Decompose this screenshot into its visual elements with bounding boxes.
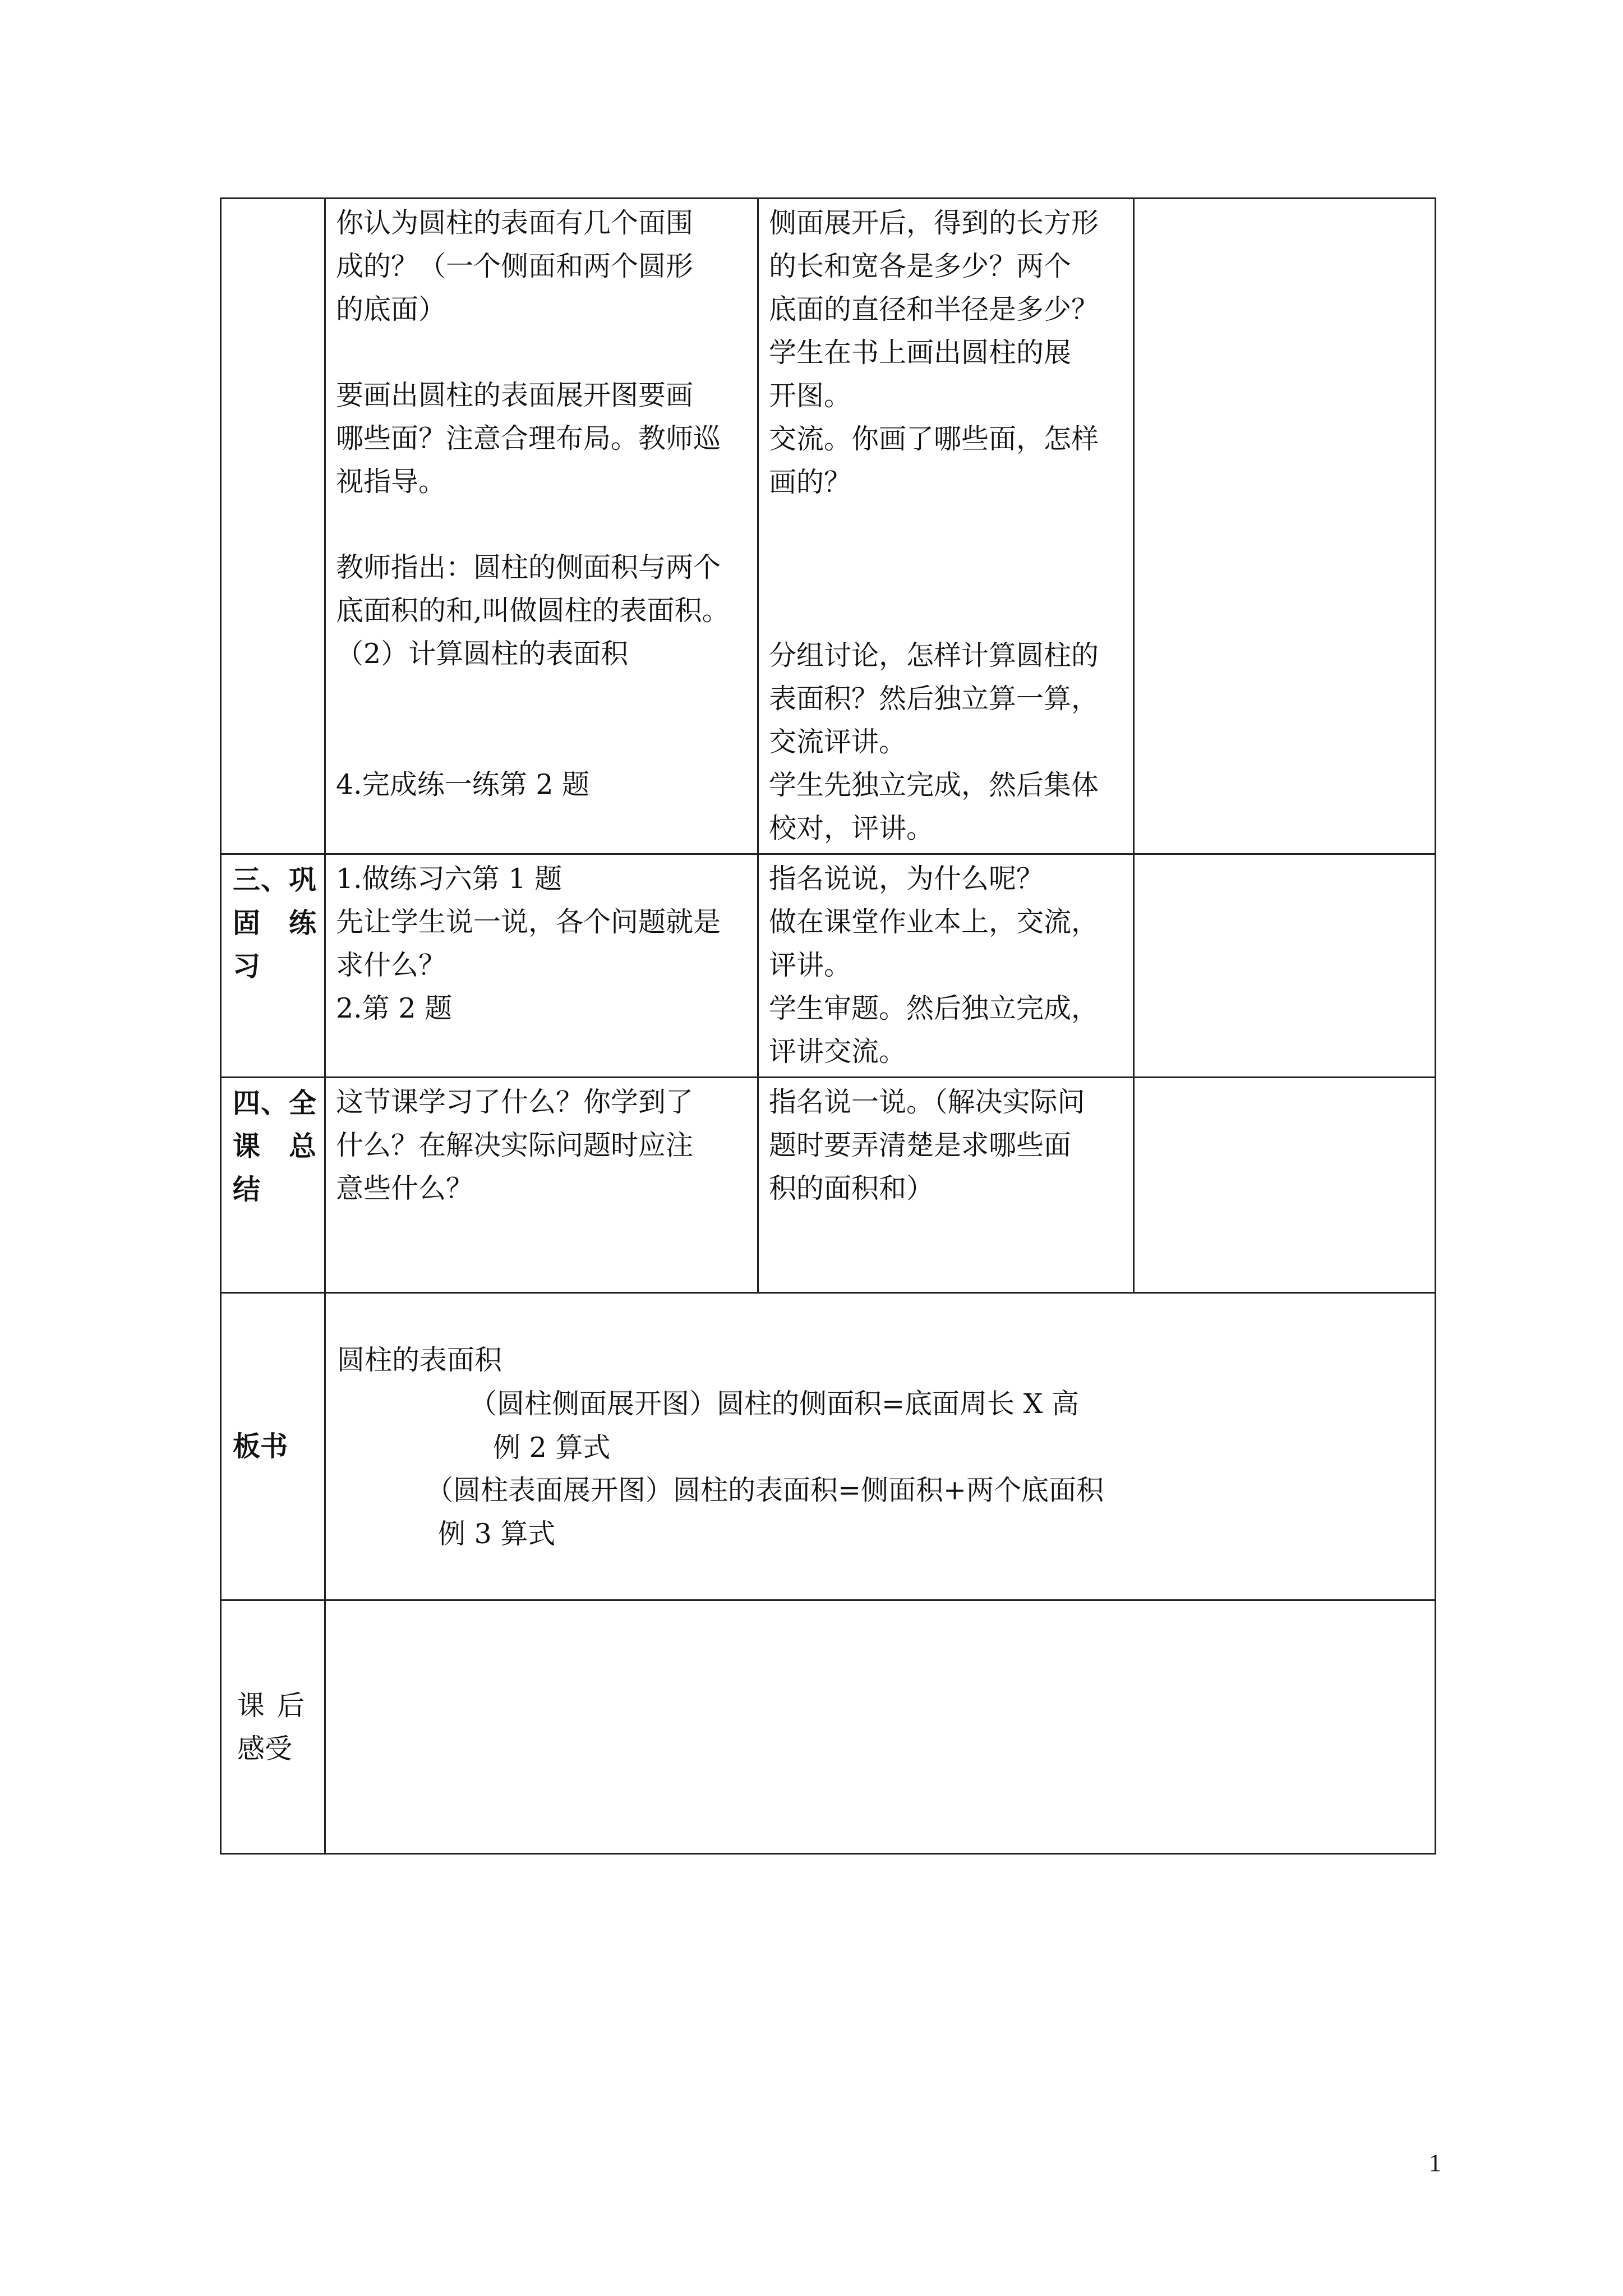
table-row-board bbox=[221, 1293, 1436, 1600]
board-label: 板书 bbox=[233, 1430, 288, 1462]
notes-cell bbox=[1134, 199, 1436, 854]
text-line: 底面积的和,叫做圆柱的表面积。 bbox=[336, 595, 730, 627]
reflection-content-cell bbox=[325, 1600, 1436, 1854]
text-line: 教师指出：圆柱的侧面积与两个 bbox=[336, 551, 721, 583]
table-row-consolidate bbox=[221, 854, 1436, 1078]
section-label-cell bbox=[221, 199, 325, 854]
text-line: 指名说一说。（解决实际问 bbox=[769, 1086, 1085, 1118]
board-title: 圆柱的表面积 bbox=[337, 1344, 502, 1376]
text-line: 校对，评讲。 bbox=[769, 812, 934, 844]
text-line: 1.做练习六第 1 题 bbox=[336, 863, 562, 895]
text-line: 做在课堂作业本上，交流， bbox=[769, 906, 1099, 938]
board-example-line: 例 3 算式 bbox=[438, 1518, 556, 1550]
section-label-line: 习 bbox=[233, 950, 261, 982]
teacher-activity-cell bbox=[325, 854, 758, 1078]
text-line: 指名说说，为什么呢？ bbox=[769, 863, 1044, 895]
section-label-line: 结 bbox=[233, 1173, 261, 1205]
section-label-line: 课 总 bbox=[233, 1130, 316, 1162]
text-line: 交流评讲。 bbox=[769, 726, 907, 758]
board-content-cell bbox=[325, 1293, 1436, 1600]
text-line: 2.第 2 题 bbox=[336, 992, 453, 1024]
teacher-activity-cell bbox=[325, 199, 758, 854]
section-label-cell bbox=[221, 1600, 325, 1854]
text-line: 先让学生说一说，各个问题就是 bbox=[336, 906, 721, 938]
text-line: 画的？ bbox=[769, 466, 852, 498]
text-line: 这节课学习了什么？你学到了 bbox=[336, 1086, 694, 1118]
reflection-label-char: 后 bbox=[276, 1689, 305, 1722]
board-formula-line: （圆柱侧面展开图）圆柱的侧面积=底面周长 X 高 bbox=[469, 1388, 1080, 1420]
board-example-line: 例 2 算式 bbox=[493, 1432, 611, 1464]
student-activity-cell bbox=[758, 854, 1134, 1078]
text-line: 评讲。 bbox=[769, 949, 852, 981]
section-label-line: 四、全 bbox=[233, 1087, 316, 1119]
text-line: 题时要弄清楚是求哪些面 bbox=[769, 1129, 1072, 1161]
lesson-plan-table bbox=[220, 197, 1436, 1855]
text-line: 侧面展开后，得到的长方形 bbox=[769, 207, 1099, 239]
text-line: 哪些面？注意合理布局。教师巡 bbox=[336, 422, 721, 454]
text-line: 你认为圆柱的表面有几个面围 bbox=[336, 207, 694, 239]
notes-cell bbox=[1134, 1078, 1436, 1293]
student-activity-cell bbox=[758, 199, 1134, 854]
text-line: 要画出圆柱的表面展开图要画 bbox=[336, 379, 694, 411]
text-line: 开图。 bbox=[769, 380, 852, 412]
teacher-activity-cell bbox=[325, 1078, 758, 1293]
text-line: （2）计算圆柱的表面积 bbox=[336, 638, 629, 670]
text-line: 评讲交流。 bbox=[769, 1036, 907, 1068]
text-line: 交流。你画了哪些面，怎样 bbox=[769, 423, 1099, 455]
text-line: 的底面） bbox=[336, 293, 446, 325]
section-label-cell bbox=[221, 854, 325, 1078]
text-line: 视指导。 bbox=[336, 466, 446, 498]
text-line: 学生审题。然后独立完成， bbox=[769, 992, 1099, 1024]
text-line: 求什么？ bbox=[336, 949, 446, 981]
text-line: 学生先独立完成，然后集体 bbox=[769, 769, 1099, 801]
page-number: 1 bbox=[1429, 2149, 1441, 2177]
text-line: 意些什么？ bbox=[336, 1172, 474, 1204]
table-row-reflection bbox=[221, 1600, 1436, 1854]
reflection-label-char: 课 bbox=[237, 1689, 265, 1722]
section-label-cell bbox=[221, 1078, 325, 1293]
student-activity-cell bbox=[758, 1078, 1134, 1293]
text-line: 表面积？然后独立算一算， bbox=[769, 683, 1099, 715]
notes-cell bbox=[1134, 854, 1436, 1078]
text-line: 成的？（一个侧面和两个圆形 bbox=[336, 250, 694, 282]
text-line: 什么？在解决实际问题时应注 bbox=[336, 1129, 694, 1161]
reflection-label-line: 感受 bbox=[237, 1732, 293, 1765]
text-line: 学生在书上画出圆柱的展 bbox=[769, 337, 1072, 369]
text-line: 积的面积和） bbox=[769, 1172, 934, 1204]
section-label-line: 固 练 bbox=[233, 907, 316, 939]
table-row-summary bbox=[221, 1078, 1436, 1293]
text-line: 底面的直径和半径是多少？ bbox=[769, 293, 1099, 325]
section-label-line: 三、巩 bbox=[233, 863, 316, 896]
text-line: 4.完成练一练第 2 题 bbox=[336, 769, 590, 800]
section-label-cell bbox=[221, 1293, 325, 1600]
table-row-continued bbox=[221, 199, 1436, 854]
text-line: 分组讨论，怎样计算圆柱的 bbox=[769, 639, 1099, 671]
board-formula-line: （圆柱表面展开图）圆柱的表面积=侧面积+两个底面积 bbox=[426, 1474, 1104, 1506]
text-line: 的长和宽各是多少？两个 bbox=[769, 250, 1072, 282]
